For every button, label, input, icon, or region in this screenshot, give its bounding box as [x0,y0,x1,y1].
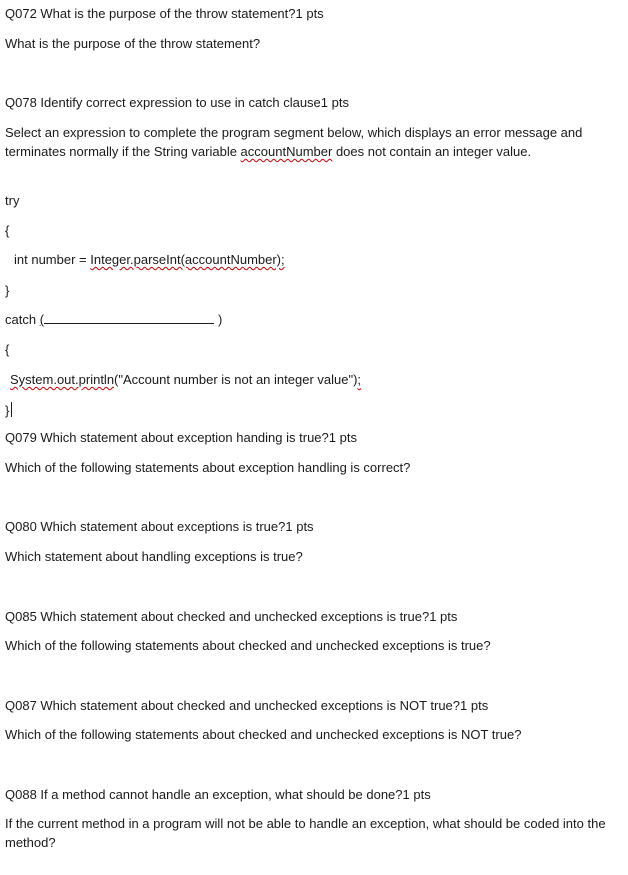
code-try: try [5,193,20,208]
code-catch-keyword: catch [5,312,40,327]
code-close-brace-2-text: } [5,403,10,418]
q079-prompt: Which of the following statements about exception handling is correct? [5,460,411,475]
code-parse-prefix: int number = [14,252,91,267]
q078-prompt-before: Select an expression to complete the program segment below, which displays an error message and terminates normally if the String variable [5,125,583,159]
code-close-brace-2 [5,402,12,419]
code-print-statement [10,372,361,388]
code-open-brace-1: { [5,223,10,238]
code-parse-statement [14,252,285,268]
q088-prompt: If the current method in a program will not be able to handle an exception, what should be coded into the method? [5,816,606,850]
q085-heading: Q085 Which statement about checked and unchecked exceptions is true?1 pts [5,609,458,624]
q078-prompt [5,123,617,161]
catch-expression-blank[interactable] [44,312,214,324]
code-print-call: System.out.println [10,372,115,387]
q080-prompt: Which statement about handling exceptions is true? [5,549,303,564]
code-catch-open-paren: ( [39,312,45,327]
q078-heading: Q078 Identify correct expression to use in catch clause1 pts [5,95,349,110]
q087-prompt: Which of the following statements about checked and unchecked exceptions is NOT true? [5,727,522,742]
code-catch-line [5,312,222,328]
code-print-args: ("Account number is not an integer value") [114,372,358,387]
code-close-brace-1: } [5,283,10,298]
q078-prompt-after: does not contain an integer value. [332,144,532,159]
q087-heading: Q087 Which statement about checked and unchecked exceptions is NOT true?1 pts [5,698,489,713]
code-open-brace-2: { [5,342,10,357]
q072-heading: Q072 What is the purpose of the throw statement?1 pts [5,6,324,21]
q079-heading: Q079 Which statement about exception handing is true?1 pts [5,430,357,445]
text-cursor [11,402,12,417]
q085-prompt: Which of the following statements about checked and unchecked exceptions is true? [5,638,491,653]
q088-heading: Q088 If a method cannot handle an exception, what should be done?1 pts [5,787,431,802]
q078-prompt-variable: accountNumber [240,144,333,159]
q080-heading: Q080 Which statement about exceptions is true?1 pts [5,519,314,534]
code-catch-close-paren: ) [218,312,223,327]
code-print-end: ; [357,372,362,387]
code-parse-call: Integer.parseInt(accountNumber); [90,252,285,267]
q072-prompt: What is the purpose of the throw statement? [5,36,261,51]
